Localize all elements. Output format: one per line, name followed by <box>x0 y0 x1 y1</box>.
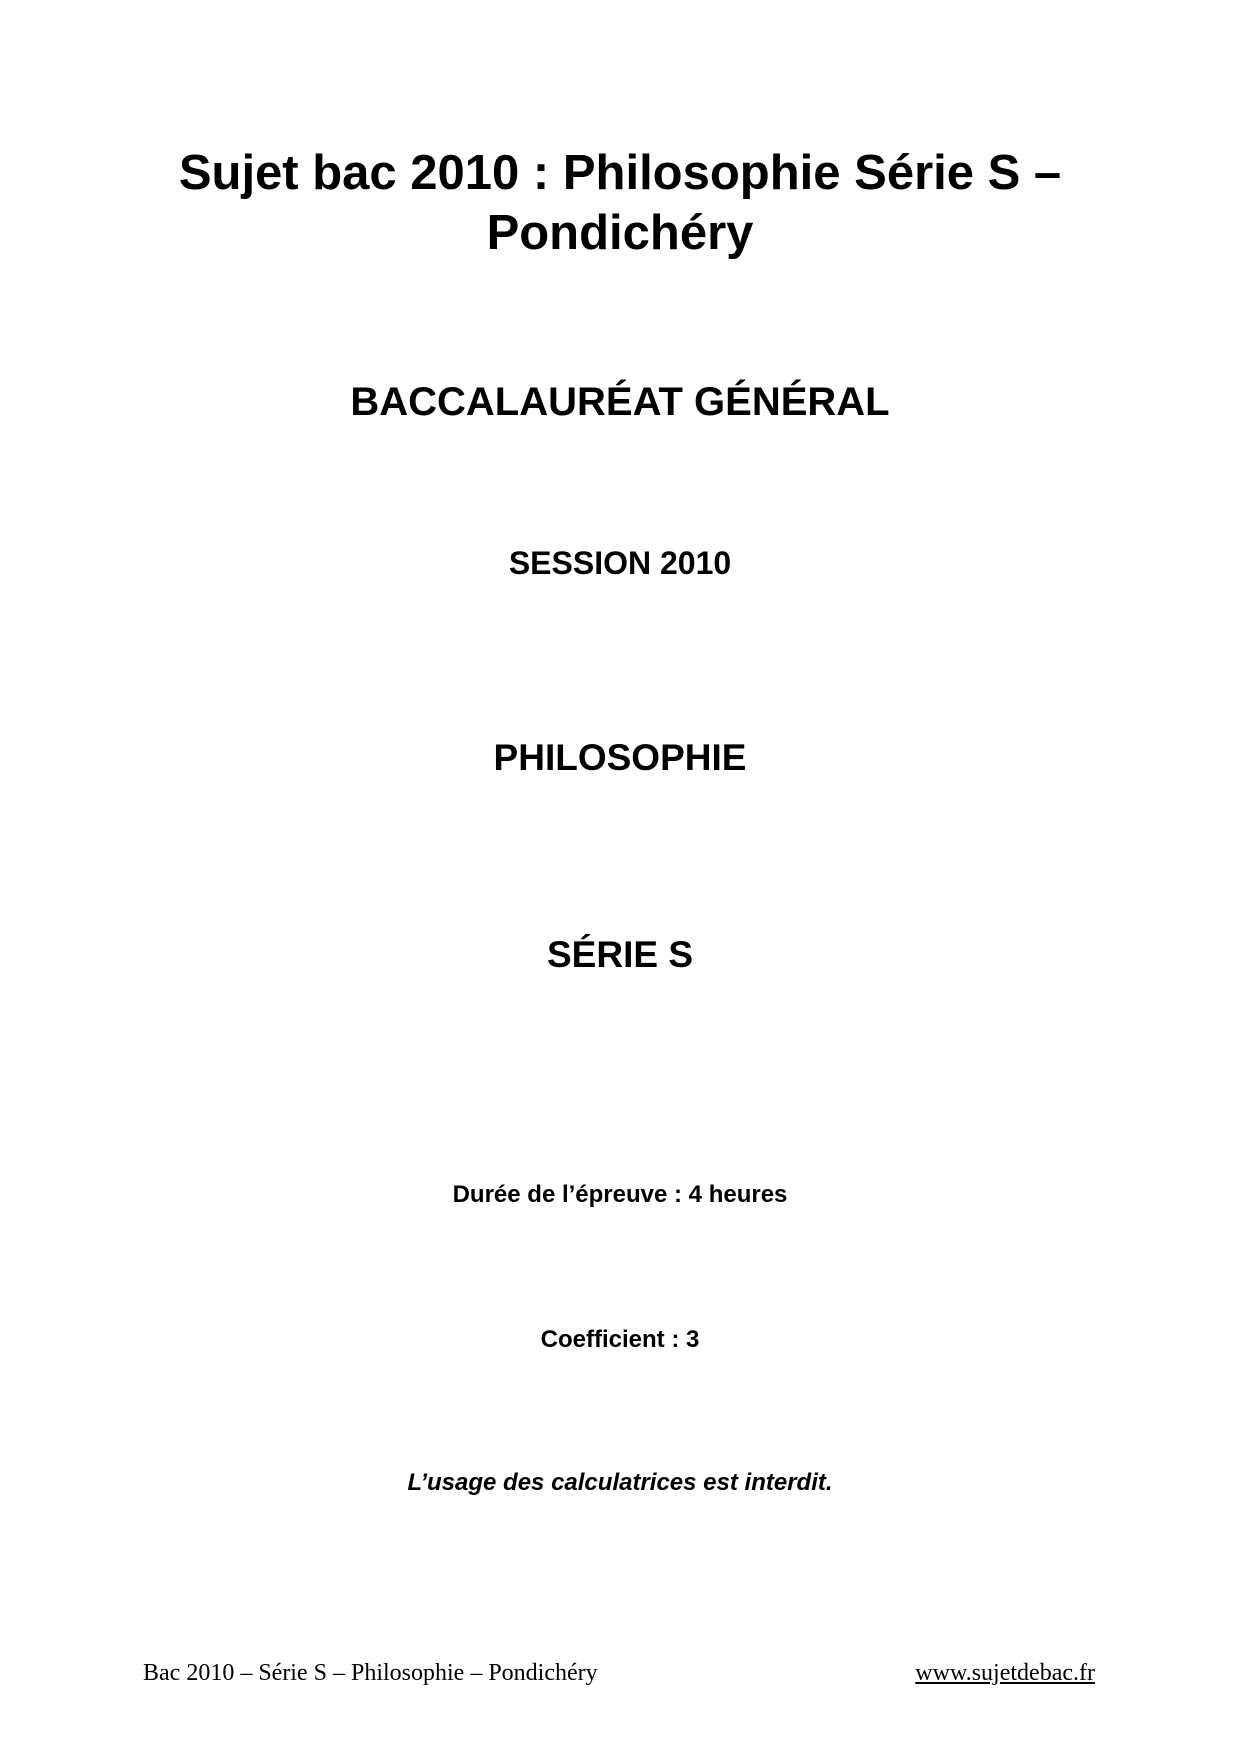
footer-website-link[interactable]: www.sujetdebac.fr <box>915 1660 1095 1686</box>
document-title <box>0 143 1240 263</box>
exam-duration: Durée de l’épreuve : 4 heures <box>452 1181 788 1208</box>
exam-type-heading: BACCALAURÉAT GÉNÉRAL <box>350 380 890 424</box>
session-heading: SESSION 2010 <box>508 545 732 581</box>
footer-document-label: Bac 2010 – Série S – Philosophie – Pondichéry <box>143 1660 598 1686</box>
exam-coefficient: Coefficient : 3 <box>540 1326 700 1353</box>
document-title-line-1: Sujet bac 2010 : Philosophie Série S – <box>178 146 1062 200</box>
series-heading: SÉRIE S <box>547 934 693 975</box>
page-footer <box>143 1658 1095 1692</box>
subject-heading: PHILOSOPHIE <box>493 737 747 778</box>
calculator-notice: L’usage des calculatrices est interdit. <box>407 1469 833 1496</box>
document-title-line-2: Pondichéry <box>486 206 754 260</box>
